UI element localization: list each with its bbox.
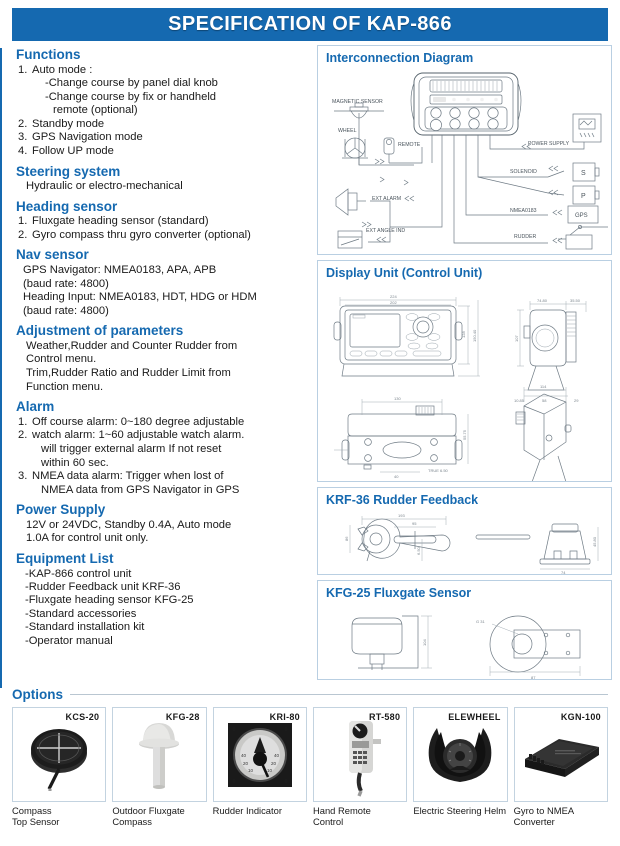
power-supply-icon bbox=[573, 114, 601, 142]
wheel-icon bbox=[342, 138, 368, 158]
equipment-item: -Operator manual bbox=[25, 634, 113, 647]
nav-sensor-line-1: GPS Navigator: NMEA0183, APA, APB bbox=[23, 264, 217, 276]
item-number: 1. bbox=[18, 415, 28, 428]
item-number: 2. bbox=[18, 228, 28, 241]
dim-krf-193: 193 bbox=[398, 513, 405, 518]
electric-steering-helm-icon bbox=[419, 720, 501, 790]
item-number: 3. bbox=[18, 131, 28, 144]
dim-front-128: 128 bbox=[461, 331, 466, 338]
option-code: KRI-80 bbox=[269, 712, 300, 722]
item-label: watch alarm: 1~60 adjustable watch alarm. bbox=[32, 429, 245, 442]
option-item[interactable] bbox=[12, 707, 106, 827]
option-name: Electric Steering Helm bbox=[413, 805, 507, 816]
dim-front-224: 224 bbox=[390, 294, 397, 299]
list-item bbox=[16, 64, 315, 78]
nav-sensor-line-2: (baud rate: 4800) bbox=[23, 277, 109, 290]
panel-interconnection-diagram bbox=[317, 45, 612, 255]
display-top-view bbox=[334, 396, 468, 479]
panel-title-display-unit: Display Unit (Control Unit) bbox=[326, 266, 483, 280]
dim-top-hole-note: TRUE 6.50 bbox=[428, 468, 448, 473]
equipment-item: -Fluxgate heading sensor KFG-25 bbox=[25, 594, 194, 607]
option-item[interactable] bbox=[213, 707, 307, 827]
kfg25-top-view bbox=[476, 616, 580, 680]
option-code: RT-580 bbox=[368, 712, 401, 722]
control-unit-illustration bbox=[411, 73, 521, 135]
panel-title-rudder-feedback: KRF-36 Rudder Feedback bbox=[326, 493, 479, 507]
interconnection-artwork bbox=[318, 67, 611, 255]
dim-top-5575: 55.75 bbox=[462, 429, 467, 440]
dim-top-130: 130 bbox=[394, 396, 401, 401]
option-code: ELEWHEEL bbox=[448, 712, 501, 722]
dim-side-1085: 10.85 bbox=[514, 398, 525, 403]
krf36-side-view bbox=[476, 524, 598, 575]
option-item[interactable] bbox=[112, 707, 206, 827]
item-number: 2. bbox=[18, 429, 28, 442]
svg-text:10: 10 bbox=[247, 767, 253, 773]
option-image-box[interactable] bbox=[514, 707, 608, 802]
item-label: Standby mode bbox=[32, 117, 105, 130]
functions-sub-2: -Change course by fix or handheld bbox=[45, 90, 217, 103]
dim-rear-114: 114 bbox=[540, 384, 547, 389]
equipment-item: -Standard accessories bbox=[25, 607, 137, 620]
dim-front-202: 202 bbox=[390, 300, 397, 305]
svg-text:GPS: GPS bbox=[575, 213, 588, 219]
rudder-indicator-icon bbox=[226, 721, 294, 789]
rudder-feedback-artwork bbox=[318, 509, 611, 575]
heading-sensor-list bbox=[16, 215, 315, 242]
adjustment-line-4: Function menu. bbox=[26, 380, 104, 393]
list-item bbox=[16, 416, 315, 430]
item-label: Auto mode : bbox=[32, 63, 93, 76]
solenoid-s-icon bbox=[573, 163, 599, 181]
dim-side-29: 29 bbox=[574, 398, 579, 403]
panel-title-interconnection: Interconnection Diagram bbox=[326, 51, 474, 65]
item-number: 1. bbox=[18, 63, 28, 76]
functions-list bbox=[16, 64, 315, 78]
ext-angle-ind-icon bbox=[338, 231, 362, 248]
option-name: Hand Remote Control bbox=[312, 805, 371, 827]
label-remote: REMOTE bbox=[398, 142, 421, 148]
dim-side-107: 107 bbox=[514, 335, 519, 342]
dim-front-150: 150.40 bbox=[472, 329, 477, 342]
option-code: KFG-28 bbox=[165, 712, 200, 722]
options-divider bbox=[70, 694, 608, 695]
item-label: Off course alarm: 0~180 degree adjustable bbox=[32, 415, 245, 428]
options-title: Options bbox=[12, 687, 63, 702]
option-item[interactable] bbox=[313, 707, 407, 827]
item-label: NMEA data alarm: Trigger when lost of bbox=[32, 470, 224, 483]
dim-krf-650: 6.50 bbox=[416, 547, 421, 555]
krf36-plan-view bbox=[344, 513, 450, 561]
list-item bbox=[16, 131, 315, 145]
hand-remote-control-icon bbox=[333, 713, 387, 797]
power-line-2: 1.0A for control unit only. bbox=[26, 532, 149, 545]
kfg25-side-view bbox=[352, 616, 432, 670]
equipment-item: -KAP-866 control unit bbox=[25, 567, 132, 580]
list-item bbox=[16, 215, 315, 229]
list-item bbox=[16, 229, 315, 243]
panel-rudder-feedback bbox=[317, 487, 612, 575]
adjustment-line-1: Weather,Rudder and Counter Rudder from bbox=[26, 339, 238, 352]
svg-text:20: 20 bbox=[242, 760, 248, 766]
dim-krf-74: 74 bbox=[561, 570, 566, 575]
content-columns bbox=[0, 41, 620, 685]
panel-display-unit bbox=[317, 260, 612, 482]
adjustment-line-3: Trim,Rudder Ratio and Rudder Limit from bbox=[26, 367, 231, 380]
option-image-box[interactable] bbox=[413, 707, 507, 802]
svg-text:20: 20 bbox=[270, 760, 276, 766]
compass-top-sensor-icon bbox=[20, 719, 98, 791]
adjustment-line-2: Control menu. bbox=[26, 353, 97, 366]
nav-sensor-line-3: Heading Input: NMEA0183, HDT, HDG or HDM bbox=[23, 291, 257, 304]
dim-kfg-g31: G 31 bbox=[476, 619, 485, 624]
dim-krf-95: 95 bbox=[412, 521, 417, 526]
page-header bbox=[12, 8, 608, 41]
equipment-item: -Rudder Feedback unit KRF-36 bbox=[25, 580, 181, 593]
display-unit-artwork bbox=[318, 282, 611, 482]
section-title-steering-system: Steering system bbox=[16, 163, 121, 179]
option-name: Outdoor Fluxgate Compass bbox=[112, 805, 185, 827]
display-side-view bbox=[514, 298, 586, 403]
label-rudder: RUDDER bbox=[514, 234, 537, 240]
svg-text:S: S bbox=[581, 170, 586, 177]
label-nmea0183: NMEA0183 bbox=[510, 208, 537, 214]
section-title-alarm: Alarm bbox=[16, 399, 55, 415]
diagram-column bbox=[315, 45, 612, 685]
section-title-heading-sensor: Heading sensor bbox=[16, 198, 118, 214]
label-ext-alarm: EXT ALARM bbox=[372, 196, 402, 202]
option-name: Gyro to NMEA Converter bbox=[513, 805, 574, 827]
ext-alarm-icon bbox=[336, 189, 366, 215]
options-grid bbox=[12, 707, 608, 827]
alarm-item-3-cont-a: NMEA data from GPS Navigator in GPS bbox=[41, 483, 240, 496]
panel-title-fluxgate-sensor: KFG-25 Fluxgate Sensor bbox=[326, 586, 472, 600]
item-number: 3. bbox=[18, 470, 28, 483]
functions-list-rest bbox=[16, 118, 315, 159]
option-image-box[interactable] bbox=[313, 707, 407, 802]
functions-sub-1: -Change course by panel dial knob bbox=[45, 77, 218, 90]
section-title-power-supply: Power Supply bbox=[16, 502, 106, 518]
item-label: Follow UP mode bbox=[32, 145, 114, 158]
steering-line-1: Hydraulic or electro-mechanical bbox=[26, 180, 183, 193]
alarm-list bbox=[16, 416, 315, 443]
dim-side-58: 58 bbox=[542, 398, 547, 403]
left-accent-rule bbox=[0, 48, 2, 688]
option-image-box[interactable] bbox=[112, 707, 206, 802]
functions-sub-3: remote (optional) bbox=[53, 104, 138, 117]
equipment-item: -Standard installation kit bbox=[25, 621, 145, 634]
item-label: Gyro compass thru gyro converter (optional) bbox=[32, 228, 251, 241]
section-title-functions: Functions bbox=[16, 47, 81, 62]
fluxgate-artwork bbox=[318, 602, 611, 680]
item-number: 2. bbox=[18, 117, 28, 130]
outdoor-fluxgate-compass-icon bbox=[129, 715, 189, 795]
alarm-item-2-cont-a: will trigger external alarm If not reset bbox=[41, 442, 222, 455]
svg-text:40: 40 bbox=[273, 752, 279, 758]
list-item bbox=[16, 429, 315, 443]
list-item bbox=[16, 118, 315, 132]
nav-sensor-line-4: (baud rate: 4800) bbox=[23, 304, 109, 317]
specification-column bbox=[10, 45, 315, 685]
dim-krf-dia: 45.80 bbox=[592, 536, 597, 547]
item-label: Fluxgate heading sensor (standard) bbox=[32, 215, 209, 228]
gps-icon bbox=[568, 206, 598, 223]
svg-text:P: P bbox=[581, 193, 586, 200]
alarm-item-2-cont-b: within 60 sec. bbox=[41, 456, 109, 469]
options-header bbox=[12, 687, 608, 702]
solenoid-p-icon bbox=[573, 186, 599, 204]
item-number: 4. bbox=[18, 145, 28, 158]
list-item bbox=[16, 145, 315, 159]
option-item[interactable] bbox=[514, 707, 608, 827]
rudder-icon bbox=[558, 225, 608, 249]
label-ext-angle-ind: EXT ANGLE IND bbox=[366, 228, 406, 234]
option-item[interactable] bbox=[413, 707, 507, 827]
section-title-nav-sensor: Nav sensor bbox=[16, 247, 89, 263]
option-code: KCS-20 bbox=[65, 712, 100, 722]
option-name: Rudder Indicator bbox=[212, 805, 282, 816]
dim-side-3550: 35.50 bbox=[570, 298, 581, 303]
label-wheel: WHEEL bbox=[338, 128, 357, 134]
dim-kfg-87: 87 bbox=[531, 675, 536, 680]
dim-krf-86: 86 bbox=[344, 536, 349, 541]
label-power-supply: POWER SUPPLY bbox=[528, 141, 570, 147]
section-title-equipment-list: Equipment List bbox=[16, 551, 114, 567]
section-title-adjustment: Adjustment of parameters bbox=[16, 323, 184, 339]
wiring-lines bbox=[359, 113, 584, 243]
label-solenoid: SOLENOID bbox=[510, 169, 537, 175]
item-number: 1. bbox=[18, 215, 28, 228]
remote-icon bbox=[384, 138, 394, 163]
option-name: Compass Top Sensor bbox=[12, 805, 60, 827]
svg-text:10: 10 bbox=[266, 767, 272, 773]
svg-text:40: 40 bbox=[240, 752, 246, 758]
alarm-list-3 bbox=[16, 470, 315, 484]
dim-kfg-104: 104 bbox=[422, 639, 427, 646]
options-section bbox=[0, 685, 620, 827]
option-code: KGN-100 bbox=[560, 712, 601, 722]
option-image-box[interactable] bbox=[213, 707, 307, 802]
item-label: GPS Navigation mode bbox=[32, 131, 143, 144]
panel-fluxgate-sensor bbox=[317, 580, 612, 680]
option-image-box[interactable] bbox=[12, 707, 106, 802]
display-front-view bbox=[334, 294, 480, 376]
power-line-1: 12V or 24VDC, Standby 0.4A, Auto mode bbox=[26, 518, 232, 531]
list-item bbox=[16, 470, 315, 484]
gyro-nmea-converter-icon bbox=[519, 725, 603, 785]
page-title: SPECIFICATION OF KAP-866 bbox=[168, 13, 452, 35]
dim-side-7480: 74.80 bbox=[537, 298, 548, 303]
dim-top-40: 40 bbox=[394, 474, 399, 479]
label-magnetic-sensor: MAGNETIC SENSOR bbox=[332, 99, 383, 105]
